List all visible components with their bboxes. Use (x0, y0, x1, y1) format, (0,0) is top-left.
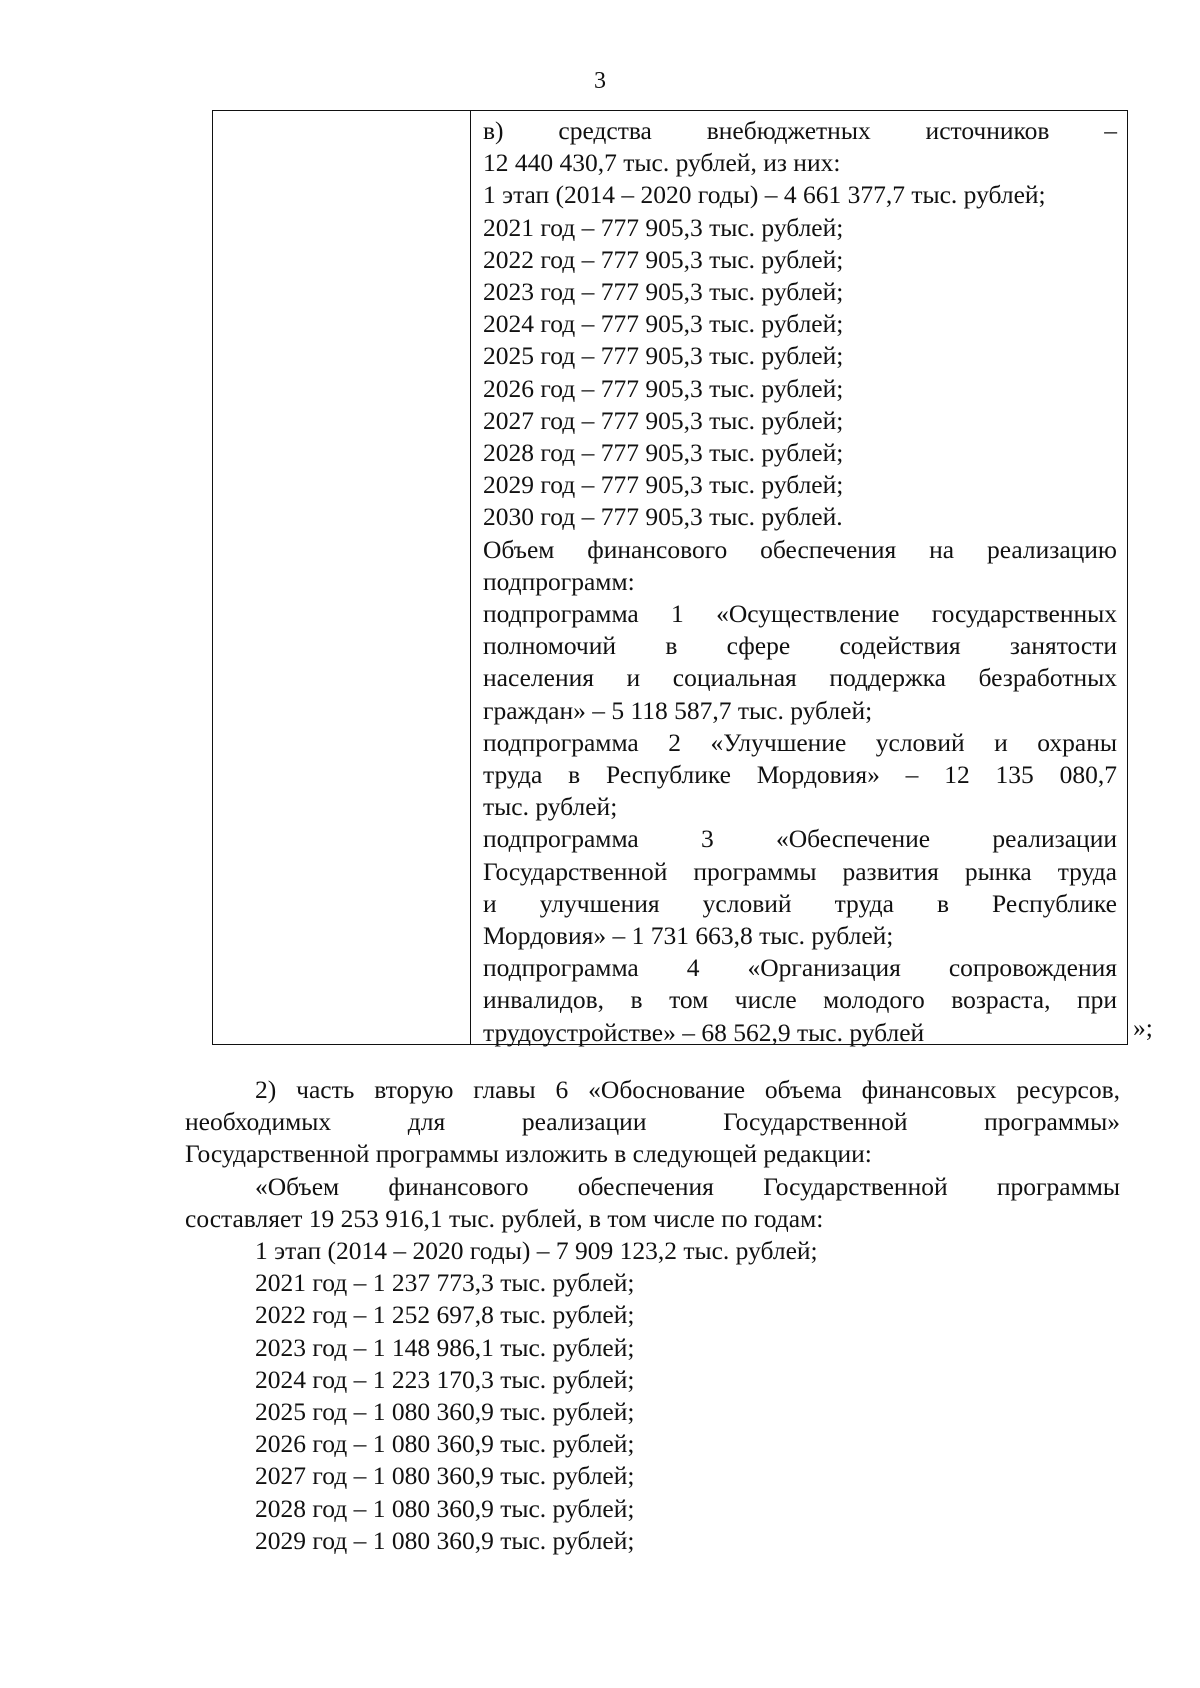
body-line: 2028 год – 1 080 360,9 тыс. рублей; (255, 1493, 635, 1523)
body-line: «Объем финансового обеспечения Государственной программы (255, 1171, 1120, 1201)
cell-line: 12 440 430,7 тыс. рублей, из них: (483, 148, 841, 178)
table-right-cell (471, 111, 1127, 1047)
body-line: необходимых для реализации Государственной программы» (185, 1107, 1120, 1137)
cell-line: и улучшения условий труда в Республике (483, 888, 1117, 918)
cell-line: 2025 год – 777 905,3 тыс. рублей; (483, 341, 844, 371)
body-line: 2023 год – 1 148 986,1 тыс. рублей; (255, 1332, 635, 1362)
cell-line: инвалидов, в том числе молодого возраста, при (483, 985, 1117, 1015)
cell-line: Мордовия» – 1 731 663,8 тыс. рублей; (483, 921, 894, 951)
body-line: 2022 год – 1 252 697,8 тыс. рублей; (255, 1300, 635, 1330)
body-line: 2029 год – 1 080 360,9 тыс. рублей; (255, 1525, 635, 1555)
cell-line: 2026 год – 777 905,3 тыс. рублей; (483, 373, 844, 403)
body-line: Государственной программы изложить в следующей редакции: (185, 1139, 872, 1169)
cell-line: Государственной программы развития рынка труда (483, 856, 1117, 886)
cell-line: подпрограмма 4 «Организация сопровождения (483, 953, 1117, 983)
cell-line: 2029 год – 777 905,3 тыс. рублей; (483, 470, 844, 500)
cell-line: 2027 год – 777 905,3 тыс. рублей; (483, 405, 844, 435)
cell-line: 2030 год – 777 905,3 тыс. рублей. (483, 502, 843, 532)
cell-line: 2023 год – 777 905,3 тыс. рублей; (483, 277, 844, 307)
body-line: 2026 год – 1 080 360,9 тыс. рублей; (255, 1429, 635, 1459)
body-line: 1 этап (2014 – 2020 годы) – 7 909 123,2 тыс. рублей; (255, 1236, 818, 1266)
body-line: 2024 год – 1 223 170,3 тыс. рублей; (255, 1364, 635, 1394)
cell-line: 2022 год – 777 905,3 тыс. рублей; (483, 244, 844, 274)
closing-quote: »; (1133, 1013, 1153, 1042)
cell-line: Объем финансового обеспечения на реализацию (483, 534, 1117, 564)
cell-line: полномочий в сфере содействия занятости (483, 631, 1117, 661)
cell-line: 2021 год – 777 905,3 тыс. рублей; (483, 212, 844, 242)
cell-line: в) средства внебюджетных источников – (483, 116, 1117, 145)
cell-line: 2028 год – 777 905,3 тыс. рублей; (483, 438, 844, 468)
cell-line: подпрограмма 3 «Обеспечение реализации (483, 824, 1117, 854)
passport-table (212, 110, 1128, 1045)
page-number: 3 (594, 68, 606, 94)
body-line: 2) часть вторую главы 6 «Обоснование объема финансовых ресурсов, (255, 1075, 1120, 1104)
body-line: 2021 год – 1 237 773,3 тыс. рублей; (255, 1268, 635, 1298)
body-line: 2027 год – 1 080 360,9 тыс. рублей; (255, 1461, 635, 1491)
body-line: составляет 19 253 916,1 тыс. рублей, в том числе по годам: (185, 1203, 824, 1233)
cell-line: труда в Республике Мордовия» – 12 135 080,7 (483, 760, 1117, 790)
cell-line: населения и социальная поддержка безработных (483, 663, 1117, 693)
table-left-cell (213, 111, 471, 1044)
cell-line: подпрограмм: (483, 566, 635, 596)
cell-line: трудоустройстве» – 68 562,9 тыс. рублей (483, 1017, 925, 1047)
cell-line: подпрограмма 1 «Осуществление государственных (483, 599, 1117, 629)
body-line: 2025 год – 1 080 360,9 тыс. рублей; (255, 1397, 635, 1427)
cell-line: граждан» – 5 118 587,7 тыс. рублей; (483, 695, 873, 725)
cell-line: 2024 год – 777 905,3 тыс. рублей; (483, 309, 844, 339)
cell-line: 1 этап (2014 – 2020 годы) – 4 661 377,7 тыс. рублей; (483, 180, 1046, 210)
body-text (185, 1074, 1120, 1557)
cell-line: подпрограмма 2 «Улучшение условий и охраны (483, 727, 1117, 757)
cell-line: тыс. рублей; (483, 792, 618, 822)
